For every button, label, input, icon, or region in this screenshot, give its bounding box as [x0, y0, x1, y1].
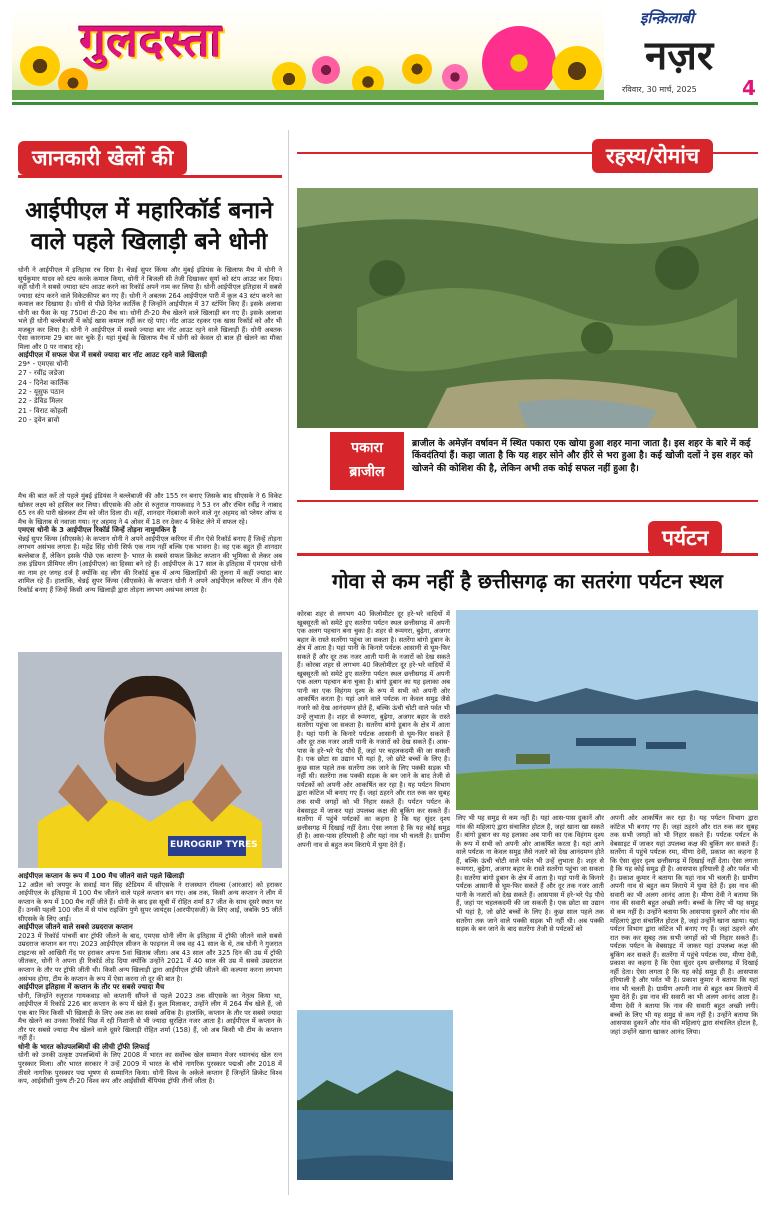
list-item: 29* - एमएस धोनी: [18, 360, 69, 369]
paragraph: कोरबा शहर से लगभग 40 किलोमीटर दूर हरे-भरे वादियों में खूबसूरती को समेटे हुए सतरेंगा पर्यटन स्थल छत्तीसगढ़ में अपनी एक अलग पहचान बना चुका है। शहर से रूमगरा, बुढ़ेगा, अजगर बहार के रास्ते सतरेंगा पहुंचा जा सकता है। सतरेंगा बांगो डूबान के क्षेत्र में आता है। यहां पानी के किनारे पर्यटक आसानी से घूम-फिर सकते हैं और दूर तक नजर आती पानी के नजारों को देख सकते हैं। कोरबा शहर से लगभग 40 किलोमीटर दूर हरे-भरे वादियों में खूबसूरती को समेटे हुए सतरेंगा पर्यटन स्थल छत्तीसगढ़ में अपनी एक अलग पहचान बना चुका है। बांगो डूबान का यह इलाका अब पानी का एक विहंगम दृश्य के रूप में सभी को अपनी ओर आकर्षित करता है। यहां आने वाले पर्यटक ना केवल समुद्र जैसे नजारे को देख आनंदमग्न होते हैं, बल्कि ऊंची चोटी वाले पर्वत भी उन्हें लुभाता है। शहर से रूमगरा, बुढ़ेगा, अजगर बहार के रास्ते सतरेंगा पहुंचा जा सकता है।: [297, 610, 450, 730]
sports-article-body-3: [18, 872, 282, 1190]
paragraph: सतरेंगा में पहुंचे पर्यटकों का कहना है कि यह सुंदर दृश्य छत्तीसगढ़ में दिखाई नहीं देता। ऐसा लगता है कि यह कोई समुद्र ही है। आस-पास हरियाली है और यहां नाव भी चलती है। ग्रामीण अपनी नाव से बहुत कम किराये में घुमा देते हैं।: [297, 815, 450, 849]
list-item: 24 - दिनेश कार्तिक: [18, 378, 69, 387]
subheading: आईपीएल जीतने वाले सबसे उम्रदराज कप्तान: [18, 923, 133, 932]
satrenga-hills-photo: [297, 1010, 453, 1180]
column-divider: [288, 130, 289, 1195]
sports-section-tab: जानकारी खेलों की: [18, 141, 187, 175]
paragraph: चेन्नई सुपर किंग्स (सीएसके) के कप्तान धोनी ने अपने आईपीएल करियर में तीन ऐसे रिकॉर्ड बनाए हैं जिन्हें तोड़ना लगभग असंभव लगता है। महेंद्र सिंह धोनी सिर्फ एक नाम नहीं बल्कि एक भावना है। वह एक बहुत ही शानदार बल्लेबाज हैं, लेकिन इसके पीछे एक कारण है- भारत के सबसे सफल क्रिकेट कप्तान की भूमिका से लेकर अब तक इंडियन प्रीमियर लीग (आईपीएल) का हिस्सा बने रहे हैं। आईपीएल के 17 साल के इतिहास में एमएस धोनी का नाम हर जगह दर्ज है क्योंकि वह लीग की रिकॉर्ड बुक में अन्य खिलाड़ियों की तुलना में कहीं ज्यादा बार शामिल रहे हैं। हालांकि, चेन्नई सुपर किंग्स (सीएसके) के कप्तान धोनी ने अपने आईपीएल करियर में तीन ऐसे रिकॉर्ड बनाए हैं जिन्हें किसी अन्य खिलाड़ी द्वारा तोड़ना लगभग असंभव लगता है।: [18, 534, 282, 595]
location-country: ब्राजील: [349, 464, 385, 480]
subheading: धोनी के भारत कोउपलब्धियों की लीची ट्रॉफी लिफाई: [18, 1042, 150, 1051]
sports-rule: [18, 175, 282, 178]
flower-icon: [20, 46, 60, 86]
section-divider: [297, 500, 758, 502]
hills-illustration: [297, 1010, 453, 1180]
masthead-rule: [12, 102, 758, 105]
amazon-forest-photo: [297, 188, 758, 428]
paragraph: धोनी, जिन्होंने रुतुराज गायकवाड़ को कप्तानी सौंपने से पहले 2023 तक सीएसके का नेतृत्व किया था, आईपीएल में रिकॉर्ड 226 बार कप्तान के रूप में खेले हैं। कुल मिलाकर, उन्होंने लीग में 264 मैच खेले हैं, जो एक बार फिर किसी भी खिलाड़ी के लिए अब तक का सबसे अधिक है। हालांकि, कप्तान के तौर पर सबसे ज्यादा मैच खेलने का उनका रिकॉर्ड पिछ में रही निशानी से भी ज्यादा सुरक्षित नजर आता है। आईपीएल में कप्तान के तौर पर सबसे ज्यादा मैच खेलने वाले दूसरे खिलाड़ी रोहित शर्मा (158) हैं, जो अब किसी भी टीम के कप्तान नहीं हैं।: [18, 991, 282, 1043]
tourism-column-3: अपनी ओर आकर्षित कर रहा है। यह पर्यटन विभाग द्वारा कॉटेज भी बनाए गए हैं। जहां ठहरने और रात रुक कर सुबह तक सभी जगहों को भी निहार सकते हैं। पर्यटक पर्यटन के वेबसाइट में जाकर यहां उपलब्ध कक्ष की बुकिंग कर सकते हैं। सतरेंगा में पहुंचे पर्यटक रमा, मीणा देवी, प्रकाश का कहना है कि ऐसा सुंदर दृश्य छत्तीसगढ़ में दिखाई नहीं देता। ऐसा लगता है कि यह कोई समुद्र ही है। आसपास हरियाली है और पर्वत भी है। प्रकाश कुमार ने बताया कि यहां नाव भी चलती है। ग्रामीण अपनी नाव से बहुत कम किराये में घुमा देते हैं। इस नाव की सवारी का भी अलग आनंद आता है। मीणा देवी ने बताया कि नाव की सवारी बहुत अच्छी लगी। बच्चों के लिए भी यह समुद्र से कम नहीं है। उन्होंने बताया कि आसपास दुकानें और गांव की महिलाएं द्वारा संचालित होटल है, जहां उन्होंने खाना खाया। यहां पर्यटन विभाग द्वारा कॉटेज भी बनाए गए हैं। जहां ठहरने और रात रुक कर सुबह तक सभी जगहों को भी निहार सकते हैं। पर्यटक पर्यटन के वेबसाइट में जाकर यहां उपलब्ध कक्ष की बुकिंग कर सकते हैं। सतरेंगा में पहुंचे पर्यटक रमा, मीणा देवी, प्रकाश का कहना है कि ऐसा सुंदर दृश्य छत्तीसगढ़ में दिखाई नहीं देता। ऐसा लगता है कि यह कोई समुद्र ही है। आसपास हरियाली है और पर्वत भी है। प्रकाश कुमार ने बताया कि यहां नाव भी चलती है। ग्रामीण अपनी नाव से बहुत कम किराये में घुमा देते हैं। इस नाव की सवारी का भी अलग आनंद आता है। मीणा देवी ने बताया कि नाव की सवारी बहुत अच्छी लगी। बच्चों के लिए भी यह समुद्र से कम नहीं है। उन्होंने बताया कि आसपास दुकानें और गांव की महिलाएं द्वारा संचालित होटल है, जहां उन्होंने खाना खाकर आनंद लिया।: [610, 814, 758, 1036]
grass-strip: [12, 90, 604, 100]
list-heading: आईपीएल में सफल चेज में सबसे ज्यादा बार नॉट आउट रहने वाले खिलाड़ी: [18, 351, 207, 360]
flower-icon: [402, 54, 432, 84]
masthead: [0, 0, 770, 104]
paragraph: 12 अप्रैल को जयपुर के सवाई मान सिंह स्टेडियम में सीएसके ने राजस्थान रॉयल्स (आरआर) को हराकर आईपीएल के इतिहास में 100 मैच जीतने वाले पहले कप्तान बन गए। अब तक, किसी अन्य कप्तान ने लीग में कप्तान के रूप में 100 मैच नहीं जीते हैं। धोनी के बाद इस सूची में रोहित शर्मा 87 जीत के साथ दूसरे स्थान पर हैं। उनकी पहली 100 जीत में से पांच राइजिंग पुणे सुपर जायंट्स (आरपीएसजी) के लिए आईं, जबकि 95 जीतें सीएसके के लिए आईं।: [18, 880, 282, 923]
issue-date: रविवार, 30 मार्च, 2025: [622, 85, 697, 94]
location-name: पकारा: [351, 440, 383, 456]
mystery-section-tab: रहस्य/रोमांच: [592, 139, 713, 173]
sports-article-body: [18, 266, 282, 490]
dhoni-photo: [18, 652, 282, 868]
flower-icon: [442, 64, 468, 90]
tourism-column-1: [297, 610, 450, 1006]
brand-small: इन्क़िलाबी: [640, 9, 694, 27]
tourism-section-tab: पर्यटन: [648, 521, 722, 555]
sponsor-logo: EUROGRIP TYRES: [170, 840, 258, 850]
mystery-caption: ब्राजील के अमेज़ॅन वर्षावन में स्थित पकारा एक खोया हुआ शहर माना जाता है। इस शहर के बारे में कई किंवदंतियां हैं। कहा जाता है कि यह शहर सोने और हीरे से भरा हुआ है। कई खोजी दलों ने इस शहर को खोजने की कोशिश की है, लेकिन अभी तक कोई सफल नहीं हुआ है।: [412, 439, 753, 474]
page-number: 4: [742, 76, 756, 100]
subheading: आईपीएल कप्तान के रूप में 100 मैच जीतने वाले पहले खिलाड़ी: [18, 872, 185, 880]
brand-logo: नज़र: [645, 33, 714, 79]
paragraph: सतरेंगा बांगो डूबान के क्षेत्र में आता है। यहां पानी के किनारे पर्यटक आसानी से घूम-फिर सकते हैं और दूर तक नजर आती पानी के नजारों को देख सकते हैं। आस-पास के हरे-भरे पेड़ पौधे हैं, जहां पर चहलकदमी की जा सकती है। एक छोटा सा उद्यान भी यहां है, जो छोटे बच्चों के लिए है। कुछ साल पहले तक सतरेंगा तक जाने के लिए पक्की सड़क भी नहीं थी। सतरेंगा तक पक्की सड़क के बन जाने के बाद तेजी से पर्यटकों को अपनी ओर आकर्षित कर रहा है। यह पर्यटन विभाग द्वारा कॉटेज भी बनाए गए हैं। जहां ठहरने और रात रुक कर सुबह तक सभी जगहों को भी निहार सकते हैं। पर्यटन पर्यटन के वेबसाइट में जाकर यहां उपलब्ध कक्ष की बुकिंग कर सकते हैं।: [297, 721, 450, 815]
lake-illustration: [456, 610, 758, 810]
flower-icon: [312, 56, 340, 84]
sports-article-body-2: [18, 492, 282, 648]
sports-headline: आईपीएल में महारिकॉर्ड बनाने वाले पहले खिलाड़ी बने धोनी: [25, 198, 273, 255]
list-item: 21 - विराट कोहली: [18, 406, 68, 415]
tourism-rule: [297, 553, 758, 556]
player-illustration: [18, 652, 282, 868]
paragraph: इसके अलावा भले ही धोनी बल्लेबाजी में कोई खास कमाल नहीं कर रहे पाए। नॉट आउट रहकर एक खास रिकॉर्ड को और भी मजबूत कर लिया है। धोनी ने आईपीएल में सबसे ज्यादा बार नॉट आउट रहने वाले खिलाड़ी हैं। धोनी अबतक ऐसा कारनामा 29 बार कर चुके हैं। यहां मुंबई के खिलाफ मैच में धोनी को केवल दो बाल ही खेलने का मौका मिला और 0 पर नाबाद रहे।: [18, 308, 282, 351]
tourism-headline: गोवा से कम नहीं है छत्तीसगढ़ का सतरंगा पर्यटन स्थल: [332, 569, 723, 593]
paragraph: मैच की बात करें तो पहले मुंबई इंडियंस ने बल्लेबाजी की और 155 रन बनाए जिसके बाद सीएसके ने 6 विकेट खोकर लक्ष्य को हासिल कर लिया। सीएसके की ओर से रुतुराज गायकवाड़ ने 53 रन और रचिन रवींद्र ने नाबाद 65 रन की पारी खेलकर टीम को जीत दिला दी। वहीं, शानदार गेंदबाजी करने वाले नूर अहमद को प्लेयर ऑफ द मैच के खिताब से नवाजा गया। नूर अहमद ने 4 ओवर में 18 रन देकर 4 विकेट लेने में सफल रहे।: [18, 492, 282, 526]
tourism-column-2: लिए भी यह समुद्र से कम नहीं है। यहां आस-पास दुकानें और गांव की महिलाएं द्वारा संचालित होटल है, जहां खाना खा सकते हैं। बांगो डूबान का यह इलाका अब पानी का एक विहंगम दृश्य के रूप में सभी को अपनी ओर आकर्षित करता है। यहां आने वाले पर्यटक ना केवल समुद्र जैसे नजारे को देख आनंदमग्न होते हैं, बल्कि ऊंची चोटी वाले पर्वत भी उन्हें लुभाता है। शहर से रूमगरा, बुढ़ेगा, अजगर बहार के रास्ते सतरेंगा पहुंचा जा सकता है। सतरेंगा बांगो डूबान के क्षेत्र में आता है। यहां पानी के किनारे पर्यटक आसानी से घूम-फिर सकते हैं और दूर तक नजर आती पानी के नजारों को देख सकते हैं। आसपास में हरे-भरे पेड़ पौधे हैं, जहां पर चहलकदमी की जा सकती है। एक छोटा सा उद्यान भी यहां है, जो छोटे बच्चों के लिए है। कुछ साल पहले तक सतरेंगा तक जाने वाले पक्की सड़क भी नहीं थी। अब पक्की सड़क के बन जाने के बाद सतरेंगा तेजी से पर्यटकों को: [456, 814, 604, 934]
list-item: 27 - रवींद्र जडेजा: [18, 369, 65, 378]
satrenga-lake-photo: [456, 610, 758, 810]
paragraph: धोनी को उनकी उत्कृष्ट उपलब्धियों के लिए 2008 में भारत का सर्वोच्च खेल सम्मान मेजर ध्यानचंद खेल रत्न पुरस्कार मिला। और भारत सरकार ने उन्हें 2009 में भारत के चौथे नागरिक पुरस्कार पद्मश्री और 2018 में तीसरे नागरिक पुरस्कार पद्म भूषण से सम्मानित किया। धोनी विश्व के अकेले कप्तान हैं जिन्होंने क्रिकेट विश्व कप, आईसीसी पुरुष टी-20 विश्व कप और आईसीसी चैंपियंस ट्रॉफी तीनों जीता है।: [18, 1051, 282, 1086]
section-title: गुलदस्ता: [80, 13, 223, 67]
subheading: एमएस धोनी के 3 आईपीएल रिकॉर्ड जिन्हें तोड़ना नामुमकिन है: [18, 526, 177, 535]
paragraph: 2023 में रिकॉर्ड पांचवीं बार ट्रॉफी जीतने के बाद, एमएस धोनी लीग के इतिहास में ट्रॉफी जीतने वाले सबसे उम्रदराज कप्तान बन गए। 2023 आईपीएल सीजन के फाइनल में जब वह 41 साल के थे, तब धोनी ने गुजरात टाइटन्स को आखिरी गेंद पर हराकर अपना 5वां खिताब जीता। अब 43 साल और 325 दिन की उम्र में ट्रॉफी जीतकर, धोनी ने अपना ही रिकॉर्ड तोड़ दिया क्योंकि उन्होंने 2021 में 40 साल की उम्र में सबसे उम्रदराज कप्तान के तौर पर ट्रॉफी जीती थी। किसी अन्य खिलाड़ी द्वारा आईपीएल ट्रॉफी जीतने की कल्पना करना लगभग असंभव होगा, टीम के कप्तान के रूप में ऐसा करना तो दूर की बात है।: [18, 931, 282, 983]
list-item: 20 - ड्वेन ब्रावो: [18, 415, 60, 424]
paragraph: धोनी ने आईपीएल में इतिहास रच दिया है। चेन्नई सुपर किंग्स और मुंबई इंडियंस के खिलाफ मैच में धोनी ने सूर्यकुमार यादव को स्टंप करके कमाल किया, धोनी ने बिजली सी तेजी दिखाकर सूर्या को स्टंप आउट कर दिया। वहीं धोनी ने सबसे ज्यादा स्टंप आउट करने का रिकॉर्ड अपने नाम कर लिया है। धोनी आईपीएल इतिहास में सबसे ज्यादा स्टंप करने वाले विकेटकीपर बन गए हैं। धोनी ने अबतक 264 आईपीएल पारी में कुल 43 स्टंप करने का कमाल कर दिखाया है। धोनी से पीछे दिनेश कार्तिक हैं जिन्होंने आईपीएल में 37 स्टंपिंग किए हैं। इसके अलावा धोनी का फैंस के यह 750वां टी-20 मैच था। धोनी टी-20 मैच खेलने वाले खिलाड़ी बन गए हैं।: [18, 266, 282, 317]
mystery-location-label: [330, 432, 404, 490]
subheading: आईपीएल इतिहास में कप्तान के तौर पर सबसे ज्यादा मैच: [18, 983, 165, 992]
list-item: 22 - यूसुफ पठान: [18, 387, 65, 396]
flower-icon: [552, 46, 602, 96]
forest-illustration: [297, 188, 758, 428]
flower-icon: [482, 26, 556, 100]
list-item: 22 - डेविड मिलर: [18, 397, 63, 406]
